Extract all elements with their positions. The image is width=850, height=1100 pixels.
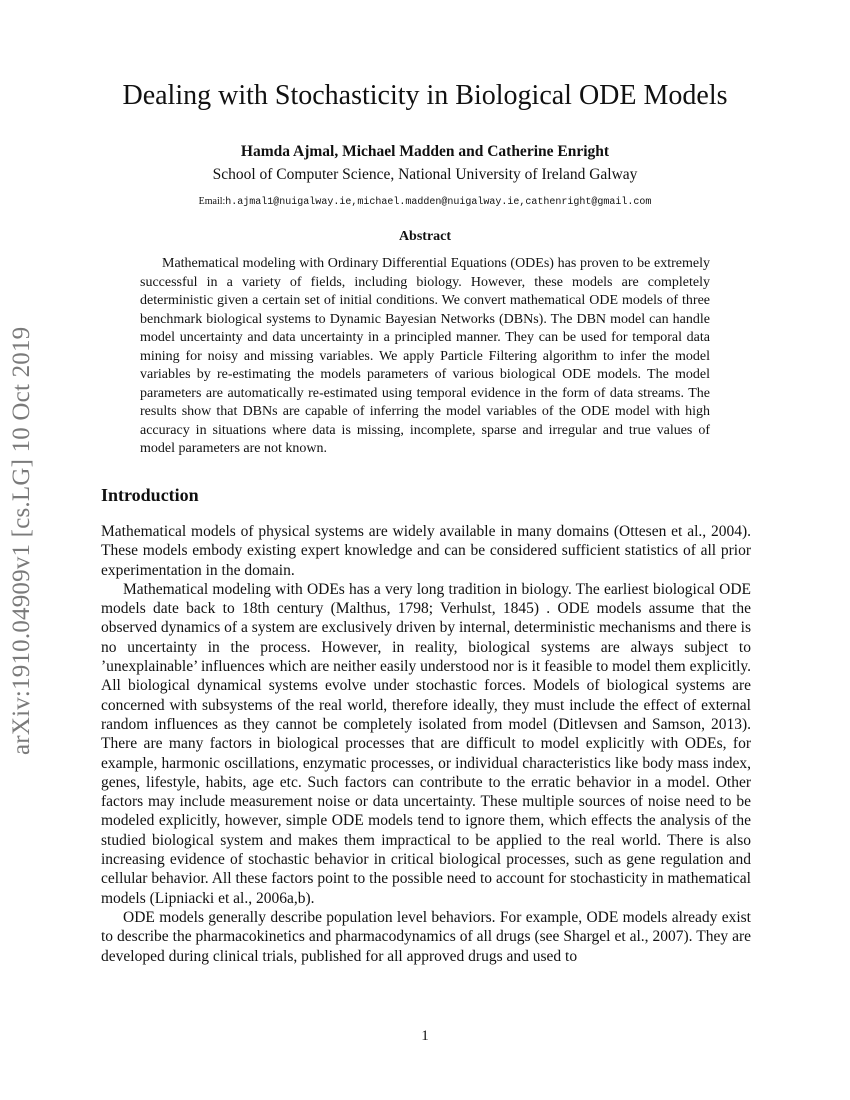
- arxiv-identifier: arXiv:1910.04909v1 [cs.LG] 10 Oct 2019: [8, 326, 35, 755]
- intro-paragraph-1: Mathematical models of physical systems are widely available in many domains (Ottesen et al., 2004). These models embody existing expert knowledge and can be considered sufficient statistics of all prior experimentation in the domain.: [101, 523, 751, 579]
- intro-paragraph-3: ODE models generally describe population level behaviors. For example, ODE models already exist to describe the pharmacokinetics and pharmacodynamics of all drugs (see Shargel et al., 2007). They are developed during clinical trials, published for all approved drugs and used to: [101, 908, 751, 965]
- section-heading-introduction: Introduction: [101, 485, 199, 505]
- introduction-body: [101, 522, 751, 966]
- abstract-heading: Abstract: [398, 229, 452, 244]
- page-number: 1: [421, 1028, 429, 1044]
- email-label: Email:: [198, 196, 226, 207]
- intro-paragraph-2: Mathematical modeling with ODEs has a very long tradition in biology. The earliest biological ODE models date back to 18th century (Malthus, 1798; Verhulst, 1845) . ODE models assume that the observed dynamics of a system are exclusively driven by internal, deterministic mechanisms and there is no uncertainty in the process. However, in reality, biological systems are always subject to ’unexplainable’ influences which are neither easily understood nor is it feasible to model them explicitly. All biological dynamical systems evolve under stochastic forces. Models of biological systems are concerned with subsystems of the real world, therefore ideally, they must include the effect of external random influences as they cannot be completely isolated from model (Ditlevsen and Samson, 2013). There are many factors in biological processes that are difficult to model explicitly with ODEs, for example, harmonic oscillations, enzymatic processes, or individual characteristics like body mass index, genes, lifestyle, habits, age etc. Such factors can contribute to the erratic behavior in a model. Other factors may include measurement noise or data uncertainty. These multiple sources of noise need to be modeled explicitly, however, simple ODE models tend to ignore them, which effects the analysis of the studied biological system and makes them impractical to be applied to the real world. There is also increasing evidence of stochastic behavior in critical biological processes, such as gene regulation and cellular behavior. All these factors point to the possible need to account for stochasticity in mathematical models (Lipniacki et al., 2006a,b).: [101, 580, 751, 907]
- paper-title: Dealing with Stochasticity in Biological ODE Models: [122, 80, 728, 111]
- abstract-text: Mathematical modeling with Ordinary Differential Equations (ODEs) has proven to be extremely successful in a variety of fields, including biology. However, these models are completely deterministic given a certain set of initial conditions. We convert mathematical ODE models of three benchmark biological systems to Dynamic Bayesian Networks (DBNs). The DBN model can handle model uncertainty and data uncertainty in a principled manner. They can be used for temporal data mining for noisy and missing variables. We apply Particle Filtering algorithm to infer the model variables by re-estimating the models parameters of various biological ODE models. The model parameters are automatically re-estimated using temporal evidence in the form of data streams. The results show that DBNs are capable of inferring the model variables of the ODE model with high accuracy in situations where data is missing, incomplete, sparse and irregular and true values of model parameters are not known.: [140, 256, 710, 456]
- author-emails: [0, 196, 850, 208]
- email-addresses: h.ajmal1@nuigalway.ie,michael.madden@nuigalway.ie,cathenright@gmail.com: [225, 197, 652, 208]
- author-affiliation: School of Computer Science, National University of Ireland Galway: [212, 166, 638, 183]
- author-list: Hamda Ajmal, Michael Madden and Catherine Enright: [240, 143, 610, 160]
